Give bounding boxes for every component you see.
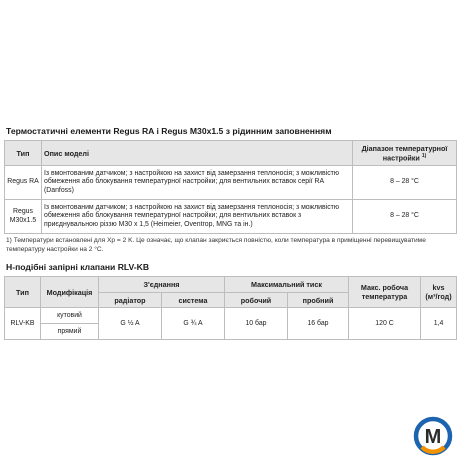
header-modification: Модифікація [41, 277, 99, 308]
table-header-row [5, 141, 457, 166]
row-range: 8 – 28 °C [353, 166, 457, 200]
row-type: RLV-KB [5, 308, 41, 340]
header-radiator: радіатор [99, 293, 162, 308]
row-description: Із вмонтованим датчиком; з настройкою на захист від замерзання теплоносія; з можливістю обмеження або блокування температурної настройки; для вентильних вставок серії RA (Danfoss) [42, 166, 353, 200]
row-description: Із вмонтованим датчиком; з настройкою на захист від замерзання теплоносія; з можливістю обмеження або блокування температурної настройки; для вентильних вставок з приєднувальною різзю M30 x 1,5 (Heimeier, Oventrop, MNG та ін.) [42, 200, 353, 234]
header-connection: З'єднання [99, 277, 225, 293]
header-type: Тип [5, 141, 42, 166]
header-max-pressure: Максимальний тиск [225, 277, 349, 293]
row-radiator: G ½ A [99, 308, 162, 340]
thermo-elements-table [4, 140, 457, 234]
row-modification: кутовий [41, 308, 99, 324]
valves-table [4, 276, 457, 340]
brand-logo [413, 416, 453, 456]
footnote: 1) Температури встановлені для Xp = 2 K. Це означає, що клапан закриється повністю, коли температура в приміщенні перевищуватиме температуру настройки на 2 °C. [6, 237, 426, 253]
row-type: Regus RA [5, 166, 42, 200]
table-row [5, 166, 457, 200]
table-row [5, 308, 457, 324]
header-test: пробний [288, 293, 349, 308]
header-description: Опис моделі [42, 141, 353, 166]
row-range: 8 – 28 °C [353, 200, 457, 234]
header-working: робочий [225, 293, 288, 308]
table-row [5, 200, 457, 234]
section2-title: Н-подібні запірні клапани RLV-KB [6, 262, 150, 272]
header-max-temp: Макс. робоча температура [349, 277, 421, 308]
header-kvs [421, 277, 457, 308]
row-modification: прямий [41, 324, 99, 340]
row-working: 10 бар [225, 308, 288, 340]
table-header-row [5, 277, 457, 293]
kvs-unit: (м³/год) [425, 292, 452, 301]
header-range: Діапазон температурної настройки $^{1)}$ [353, 141, 457, 166]
section1-title: Термостатичні елементи Regus RA і Regus M30x1.5 з рідинним заповненням [6, 126, 332, 136]
kvs-label: kvs [432, 283, 445, 292]
header-system: система [162, 293, 225, 308]
header-type: Тип [5, 277, 41, 308]
row-kvs: 1,4 [421, 308, 457, 340]
row-test: 16 бар [288, 308, 349, 340]
logo-letter: M [424, 426, 442, 448]
row-system: G ¾ A [162, 308, 225, 340]
row-type: Regus M30x1.5 [5, 200, 42, 234]
row-max-temp: 120 C [349, 308, 421, 340]
